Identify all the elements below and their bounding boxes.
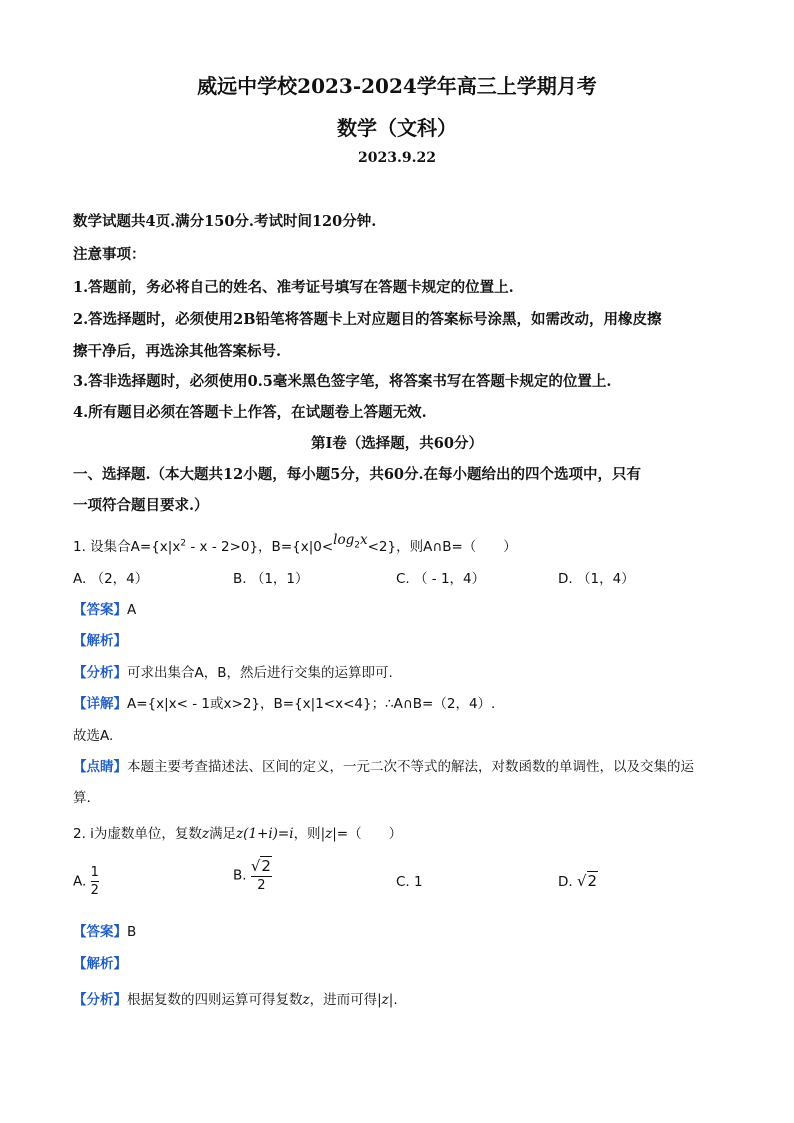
q2-fenxi-text: ，进而可得 [309, 992, 378, 1008]
exam-info: 数学试题共4页.满分150分.考试时间120分钟. [73, 213, 377, 230]
q1-dianjing-cont: 算. [73, 790, 91, 806]
q2-fenxi-text: . [393, 992, 398, 1008]
q2-option-b-label: B. [233, 867, 247, 884]
q2-option-d [558, 872, 598, 890]
q2-stem-part: 2. i为虚数单位，复数 [73, 826, 202, 842]
q1-xiangjie [73, 692, 495, 712]
q1-log-arg: x [359, 532, 368, 548]
exam-subject: 数学（文科） [337, 116, 457, 140]
section-desc: 一、选择题.（本大题共12小题，每小题5分，共60分.在每小题给出的四个选项中，只有 [73, 466, 642, 483]
q2-option-c: C. 1 [396, 874, 423, 890]
q2-analysis-heading [73, 952, 127, 972]
q1-answer [73, 598, 136, 618]
question-2-stem [73, 822, 402, 842]
q2-equation: z(1+i)=i [236, 826, 294, 842]
q1-dianjing-text: 本题主要考查描述法、区间的定义，一元二次不等式的解法，对数函数的单调性，以及交集的运 [127, 759, 694, 775]
q2-answer [73, 920, 136, 940]
q2-stem-part: =（ ） [336, 826, 403, 842]
q2-answer-value: B [127, 924, 137, 940]
q1-answer-value: A [127, 602, 137, 618]
q2-fenxi-abs-z: |z| [377, 992, 394, 1008]
exam-title: 威远中学校2023-2024学年高三上学期月考 [197, 74, 597, 98]
section-desc-cont: 一项符合题目要求.） [73, 497, 209, 514]
q1-option-c: C. （ - 1，4） [396, 571, 486, 587]
xiangjie-label: 【详解】 [73, 696, 127, 712]
answer-label: 【答案】 [73, 924, 127, 940]
q2-fenxi-z: z [302, 992, 310, 1008]
q2-z: z [201, 826, 210, 842]
q1-analysis-heading [73, 629, 127, 649]
q1-option-b: B. （1，1） [233, 571, 309, 587]
notice-item-4: 4.所有题目必须在答题卡上作答，在试题卷上答题无效. [73, 404, 427, 421]
q2-option-d-rad: 2 [587, 872, 598, 890]
q1-xiangjie-text: A={x|x< - 1或x>2}，B={x|1<x<4}；∴A∩B=（2，4）. [127, 696, 496, 712]
q2-option-b-den: 2 [257, 878, 266, 893]
q2-option-a [73, 866, 99, 897]
q1-stem-part: - x - 2>0}，B={x|0< [186, 539, 334, 555]
q1-exponent: 2 [180, 538, 187, 549]
q1-conclusion: 故选A. [73, 728, 114, 744]
sqrt-icon: √2 [576, 872, 598, 890]
q2-option-a-num: 1 [90, 865, 99, 880]
question-1-stem [73, 532, 517, 558]
q2-fenxi [73, 988, 398, 1008]
sqrt-icon: √2 [250, 857, 271, 875]
analysis-label: 【解析】 [73, 956, 127, 972]
q2-option-a-label: A. [73, 873, 87, 890]
q2-stem-part: 满足 [209, 826, 237, 842]
answer-label: 【答案】 [73, 602, 127, 618]
notice-item-2-cont: 擦干净后，再选涂其他答案标号. [73, 343, 282, 360]
q2-abs-z: |z| [320, 826, 337, 842]
exam-date: 2023.9.22 [358, 150, 436, 166]
q2-fenxi-text: 根据复数的四则运算可得复数 [127, 992, 303, 1008]
notice-item-3: 3.答非选择题时，必须使用0.5毫米黑色签字笔，将答案书写在答题卡规定的位置上. [73, 373, 612, 390]
notice-title: 注意事项： [73, 246, 146, 263]
fenxi-label: 【分析】 [73, 665, 127, 681]
q2-stem-part: ，则 [293, 826, 321, 842]
notice-item-1: 1.答题前，务必将自己的姓名、准考证号填写在答题卡规定的位置上. [73, 279, 514, 296]
notice-item-2: 2.答选择题时，必须使用2B铅笔将答题卡上对应题目的答案标号涂黑，如需改动，用橡皮擦 [73, 311, 662, 328]
q1-option-d: D. （1，4） [558, 571, 635, 587]
section-title: 第I卷（选择题，共60分） [311, 435, 483, 452]
q1-log: log [333, 532, 355, 548]
q2-option-d-label: D. [558, 874, 573, 890]
dianjing-label: 【点睛】 [73, 759, 127, 775]
q1-stem-part: 1. 设集合A={x|x [73, 539, 181, 555]
q2-option-b [233, 859, 272, 892]
q1-dianjing [73, 755, 694, 775]
q1-log-base: 2 [354, 540, 360, 551]
q2-option-b-num: 2 [261, 857, 271, 875]
q1-stem-part: <2}，则A∩B=（ ） [367, 539, 517, 555]
analysis-label: 【解析】 [73, 633, 127, 649]
q1-fenxi [73, 661, 393, 681]
q1-fenxi-text: 可求出集合A，B，然后进行交集的运算即可. [127, 665, 393, 681]
fenxi-label: 【分析】 [73, 992, 127, 1008]
q1-option-a: A. （2，4） [73, 571, 149, 587]
q2-option-a-den: 2 [90, 883, 99, 898]
